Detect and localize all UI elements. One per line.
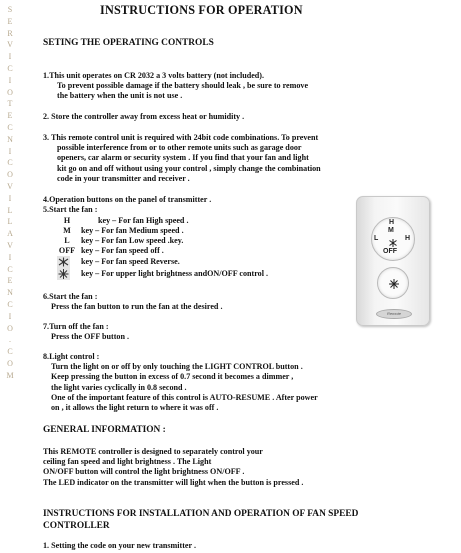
remote-key-l: L	[374, 235, 379, 242]
side-watermark-letter: N	[7, 134, 13, 144]
side-watermark-letter: O	[7, 358, 13, 368]
paragraph-6: 6.Start the fan : Press the fan button to run the fan at the desired .	[43, 292, 223, 312]
side-watermark-letter: I	[8, 311, 12, 321]
side-watermark-letter: I	[8, 75, 12, 85]
side-watermark-letter: I	[8, 252, 12, 262]
side-watermark-letter: O	[7, 170, 13, 180]
side-watermark-letter: N	[7, 288, 13, 298]
install-step-1: 1. Setting the code on your new transmitter .	[43, 541, 197, 550]
side-watermark-letter: C	[7, 264, 13, 274]
remote-fan-reverse-icon	[388, 235, 398, 253]
side-watermark-letter: S	[7, 5, 13, 14]
remote-key-m: M	[388, 227, 394, 234]
paragraph-2: 2. Store the controller away from excess heat or humidity .	[43, 112, 245, 121]
paragraph-3: 3. This remote control unit is required with 24bit code combinations. To prevent possible interference from or to other remote units such as garage door openers, car alarm or security system . If you find that your fan and light kit go on and off without using your control , simply change the combination code in your transmitter and receiver .	[43, 133, 321, 183]
side-watermark	[5, 4, 15, 382]
side-watermark-letter: O	[7, 323, 13, 333]
side-watermark-letter: M	[6, 370, 14, 380]
paragraph-1: 1.This unit operates on CR 2032 a 3 volts battery (not included). To prevent possible damage if the battery should leak , be sure to remove the battery when the unit is not use .	[43, 71, 309, 101]
fan-speed-pad	[371, 217, 415, 261]
remote-key-h: H	[389, 219, 395, 226]
side-watermark-letter: R	[7, 28, 13, 38]
remote-brand-badge: Remote	[376, 309, 412, 319]
general-information-text: This REMOTE controller is designed to separately control your ceiling fan speed and light brightness . The Light ON/OFF button will control the light brightness ON/OFF . The LED indicator on the transmitter will light when the button is pressed .	[43, 447, 304, 487]
side-watermark-letter: C	[7, 158, 13, 168]
paragraph-8: 8.Light control : Turn the light on or off by only touching the LIGHT CONTROL button . Keep pressing the button in excess of 0.7 second it becomes a dimmer , the light varies cyclically in 0.8 second . One of the important feature of this control is AUTO-RESUME . After power on , it allows the light return to where it was off .	[43, 352, 318, 413]
paragraph-4: 4.Operation buttons on the panel of transmitter .	[43, 195, 212, 204]
side-watermark-letter: C	[7, 299, 13, 309]
side-watermark-letter: L	[7, 205, 13, 215]
side-watermark-letter: V	[7, 240, 13, 250]
side-watermark-letter: A	[7, 229, 13, 239]
page-title: INSTRUCTIONS FOR OPERATION	[100, 3, 303, 17]
section-heading-general-information: GENERAL INFORMATION :	[43, 425, 166, 435]
fan-reverse-icon	[57, 256, 70, 268]
key-row-high: H key – For fan High speed .	[63, 216, 189, 225]
side-watermark-letter: V	[7, 181, 13, 191]
paragraph-5-heading: 5.Start the fan :	[43, 205, 98, 214]
remote-transmitter-image	[356, 196, 430, 326]
side-watermark-letter: C	[7, 347, 13, 357]
remote-key-h-right: H	[405, 235, 411, 242]
side-watermark-letter: E	[7, 276, 13, 286]
side-watermark-letter: E	[7, 16, 13, 26]
side-watermark-letter: V	[7, 40, 13, 50]
side-watermark-letter: I	[8, 193, 12, 203]
side-watermark-letter: .	[9, 335, 11, 345]
side-watermark-letter: C	[7, 122, 13, 132]
key-row-low: L key – For fan Low speed .key.	[64, 236, 184, 245]
light-control-pad	[377, 267, 409, 299]
key-row-medium: M key – For fan Medium speed .	[63, 226, 184, 235]
side-watermark-letter: I	[8, 146, 12, 156]
remote-key-off: OFF	[383, 248, 397, 255]
paragraph-7: 7.Turn off the fan : Press the OFF button .	[43, 322, 130, 342]
side-watermark-letter: L	[7, 217, 13, 227]
remote-light-icon	[388, 277, 400, 295]
side-watermark-letter: T	[7, 99, 13, 109]
section-heading-operating-controls: SETING THE OPERATING CONTROLS	[43, 38, 214, 48]
side-watermark-letter: I	[8, 52, 12, 62]
light-icon	[57, 268, 70, 280]
section-heading-installation: INSTRUCTIONS FOR INSTALLATION AND OPERATION OF FAN SPEED CONTROLLER	[43, 509, 359, 531]
side-watermark-letter: O	[7, 87, 13, 97]
side-watermark-letter: C	[7, 63, 13, 73]
side-watermark-letter: E	[7, 111, 13, 121]
key-row-off: OFF key – For fan speed off .	[58, 246, 164, 255]
